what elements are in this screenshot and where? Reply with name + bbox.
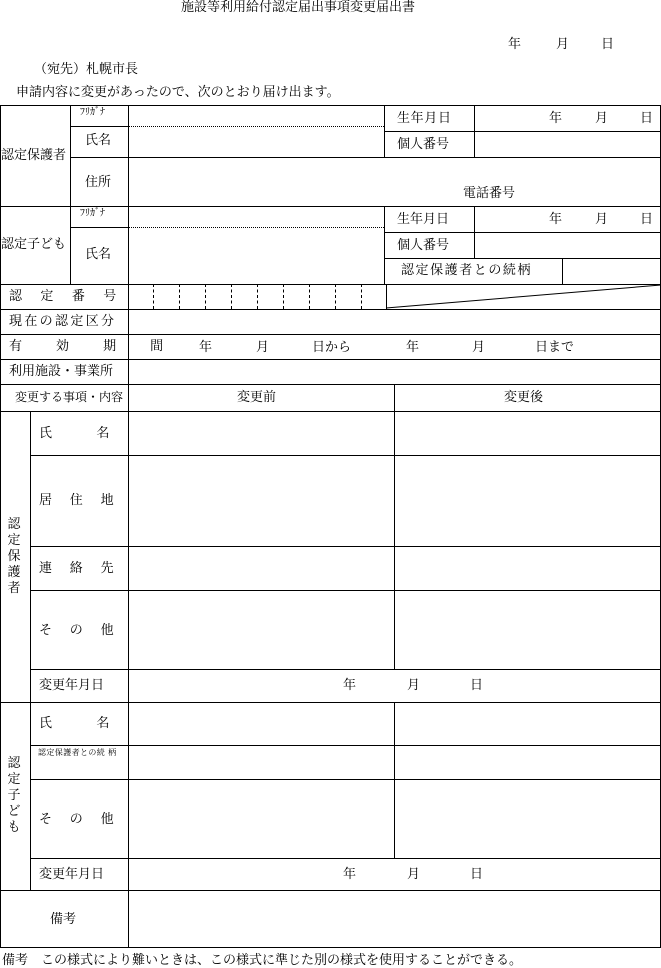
child-change-group-label: 認定子ども	[7, 756, 21, 835]
guardian-before-contact[interactable]	[129, 547, 393, 589]
child-personal-no-label: 個人番号	[397, 238, 450, 253]
guardian-after-contact[interactable]	[395, 547, 659, 589]
addressee: （宛先）札幌市長	[34, 62, 139, 77]
cert-number-field[interactable]	[129, 285, 386, 308]
guardian-change-day: 日	[470, 678, 484, 693]
facility-label: 利用施設・事業所	[9, 364, 114, 379]
current-class-field[interactable]	[129, 310, 660, 333]
guardian-change-month: 月	[407, 678, 421, 693]
validity-end-year: 年	[406, 340, 420, 355]
document-title: 施設等利用給付認定届出事項変更届出書	[181, 0, 416, 15]
guardian-change-other-label: そ の 他	[39, 623, 114, 638]
child-change-other-label: そ の 他	[39, 812, 114, 827]
guardian-birth-label: 生年月日	[397, 111, 452, 126]
facility-field[interactable]	[129, 360, 660, 383]
guardian-change-contact-label: 連 絡 先	[39, 561, 114, 576]
validity-label: 有 効 期 間	[9, 339, 179, 354]
guardian-after-address[interactable]	[395, 456, 659, 545]
intro-text: 申請内容に変更があったので、次のとおり届け出ます。	[16, 85, 340, 100]
guardian-personal-no-field[interactable]	[475, 132, 660, 156]
current-class-label: 現在の認定区分	[9, 314, 117, 329]
guardian-address-field[interactable]	[129, 158, 660, 205]
guardian-before-other[interactable]	[129, 591, 393, 668]
child-change-name-label: 氏 名	[39, 716, 110, 731]
guardian-change-name-label: 氏 名	[39, 426, 110, 441]
guardian-after-name[interactable]	[395, 412, 659, 454]
child-personal-no-field[interactable]	[475, 233, 660, 257]
guardian-change-date-label: 変更年月日	[39, 678, 105, 693]
child-change-day: 日	[470, 867, 484, 882]
guardian-change-year: 年	[343, 678, 357, 693]
child-change-relation-label: 認定保護者との続 柄	[38, 748, 117, 757]
change-before-header: 変更前	[237, 390, 277, 405]
child-birth-year: 年	[549, 212, 563, 227]
validity-end-month: 月	[472, 340, 486, 355]
guardian-personal-no-label: 個人番号	[397, 137, 450, 152]
child-change-month: 月	[407, 867, 421, 882]
guardian-change-group-label: 認定保護者	[7, 517, 21, 596]
guardian-change-address-label: 居 住 地	[39, 493, 114, 508]
guardian-birth-month: 月	[595, 111, 609, 126]
footer-note: 備考 この様式により難いときは、この様式に準じた別の様式を使用することができる。	[2, 953, 523, 968]
child-before-relation[interactable]	[129, 746, 393, 778]
guardian-before-name[interactable]	[129, 412, 393, 454]
cert-number-label: 認 定 番 号	[9, 289, 124, 304]
child-change-date-label: 変更年月日	[39, 867, 105, 882]
child-name-label: 氏名	[85, 247, 112, 262]
validity-start-year: 年	[199, 340, 213, 355]
child-section-label: 認定子ども	[1, 237, 67, 252]
guardian-birth-day: 日	[640, 111, 654, 126]
guardian-furigana-label: ﾌﾘｶﾞﾅ	[80, 107, 105, 118]
child-relation-label: 認定保護者との続柄	[401, 263, 533, 278]
guardian-before-address[interactable]	[129, 456, 393, 545]
child-relation-field[interactable]	[563, 259, 660, 283]
change-after-header: 変更後	[504, 390, 544, 405]
child-change-year: 年	[343, 867, 357, 882]
guardian-name-field[interactable]	[129, 127, 383, 156]
guardian-after-other[interactable]	[395, 591, 659, 668]
child-name-field[interactable]	[129, 228, 383, 283]
child-after-name[interactable]	[395, 703, 659, 744]
guardian-birth-year: 年	[549, 111, 563, 126]
validity-start-month: 月	[256, 340, 270, 355]
guardian-section-label: 認定保護者	[1, 148, 67, 163]
validity-end-day: 日まで	[535, 340, 575, 355]
child-birth-day: 日	[640, 212, 654, 227]
validity-start-day: 日から	[312, 340, 352, 355]
child-after-other[interactable]	[395, 780, 659, 857]
guardian-phone-label: 電話番号	[463, 186, 516, 201]
child-before-other[interactable]	[129, 780, 393, 857]
child-after-relation[interactable]	[395, 746, 659, 778]
guardian-furigana-field[interactable]	[129, 106, 383, 125]
date-year: 年	[508, 37, 522, 52]
date-month: 月	[556, 37, 570, 52]
diagonal-strike	[386, 284, 661, 309]
child-furigana-field[interactable]	[129, 207, 383, 226]
remarks-label: 備考	[50, 912, 77, 927]
change-item-header: 変更する事項・内容	[15, 390, 124, 404]
guardian-address-label: 住所	[85, 175, 112, 190]
child-furigana-label: ﾌﾘｶﾞﾅ	[80, 208, 105, 219]
date-day: 日	[601, 37, 615, 52]
child-before-name[interactable]	[129, 703, 393, 744]
child-birth-month: 月	[595, 212, 609, 227]
guardian-name-label: 氏名	[85, 133, 112, 148]
child-birth-label: 生年月日	[397, 212, 450, 227]
remarks-field[interactable]	[129, 891, 659, 946]
